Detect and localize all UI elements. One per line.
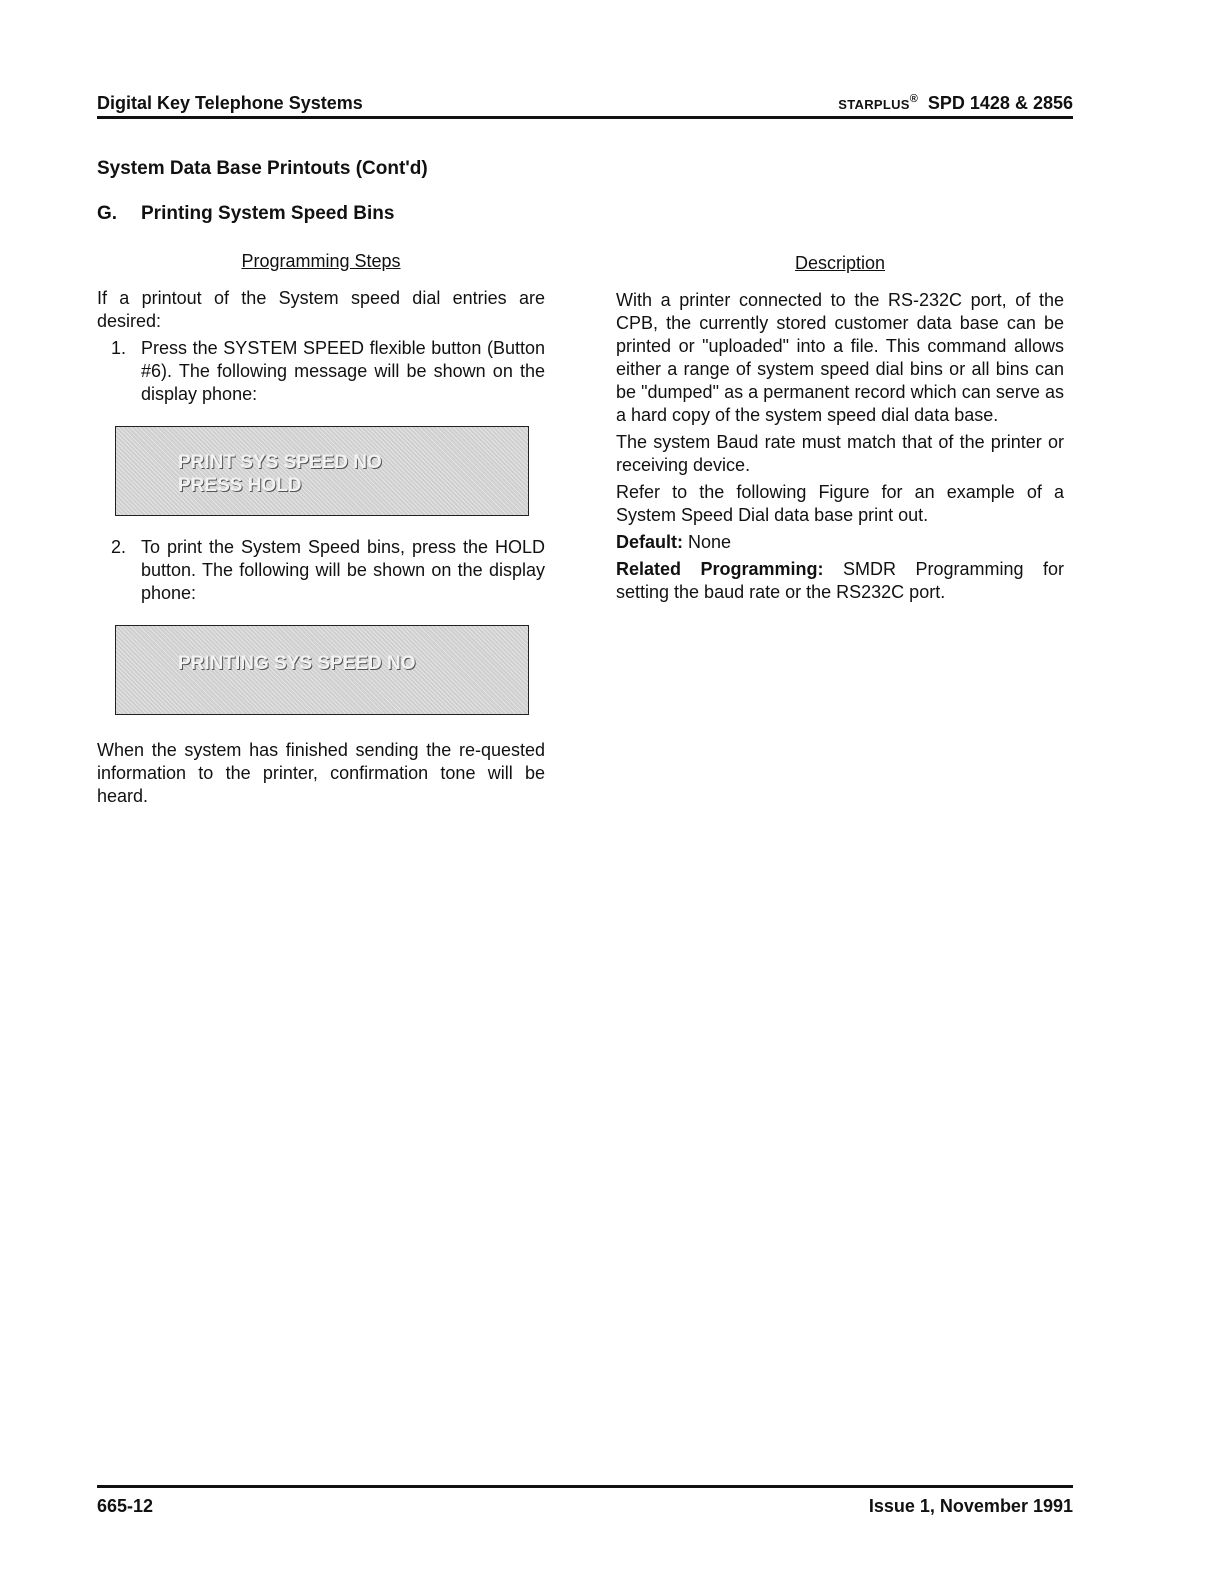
intro-text: If a printout of the System speed dial entries are desired:	[97, 288, 545, 331]
description-para-1: With a printer connected to the RS-232C port, of the CPB, the currently stored customer data base can be printed or "uploaded" into a file. This command allows either a range of system speed dial bins or all bins can be "dumped" as a permanent record which can serve as a hard copy of the system speed dial data base.	[616, 290, 1064, 425]
page-number: 665-12	[97, 1496, 154, 1516]
description-column	[616, 252, 1064, 608]
step-1-number: 1.	[111, 338, 127, 358]
programming-steps-column	[97, 250, 545, 812]
subsection-title: Printing System Speed Bins	[141, 203, 395, 224]
display-2-line-1: PRINTING SYS SPEED NO	[178, 653, 416, 674]
display-screen-2	[115, 625, 529, 715]
related-line	[616, 558, 1064, 604]
display-1-line-1: PRINT SYS SPEED NO	[178, 452, 382, 473]
related-value: SMDR Programming for setting the baud rate or the RS232C port.	[616, 559, 1064, 602]
registered-mark: ®	[909, 93, 918, 105]
related-label: Related Programming:	[616, 559, 824, 579]
page-header	[97, 90, 1073, 119]
issue-date: Issue 1, November 1991	[868, 1496, 1073, 1516]
display-screen-1	[115, 426, 529, 516]
display-1-line-2: PRESS HOLD	[178, 475, 302, 496]
header-product	[838, 93, 1073, 114]
closing-text: When the system has finished sending the re-quested information to the printer, confirmation tone will be heard.	[97, 740, 545, 806]
step-1	[97, 337, 545, 406]
description-heading: Description	[794, 253, 886, 273]
step-2-text: To print the System Speed bins, press the HOLD button. The following will be shown on the display phone:	[141, 537, 545, 603]
brand-name: STARPLUS	[838, 97, 910, 112]
step-2-number: 2.	[111, 537, 127, 557]
description-para-2: The system Baud rate must match that of the printer or receiving device.	[616, 432, 1064, 475]
section-title: System Data Base Printouts (Cont'd)	[97, 158, 428, 179]
step-2	[97, 536, 545, 605]
step-1-text: Press the SYSTEM SPEED flexible button (Button #6). The following message will be shown on the display phone:	[141, 338, 545, 404]
header-title: Digital Key Telephone Systems	[97, 93, 363, 113]
subsection-heading	[97, 203, 394, 225]
page-footer	[97, 1485, 1073, 1516]
default-value: None	[688, 532, 732, 552]
programming-steps-heading: Programming Steps	[241, 251, 401, 271]
subsection-letter: G.	[97, 203, 118, 224]
description-para-3: Refer to the following Figure for an example of a System Speed Dial data base print out.	[616, 482, 1064, 525]
model-numbers: SPD 1428 & 2856	[927, 93, 1073, 113]
default-label: Default:	[616, 532, 683, 552]
default-line	[616, 531, 1064, 554]
